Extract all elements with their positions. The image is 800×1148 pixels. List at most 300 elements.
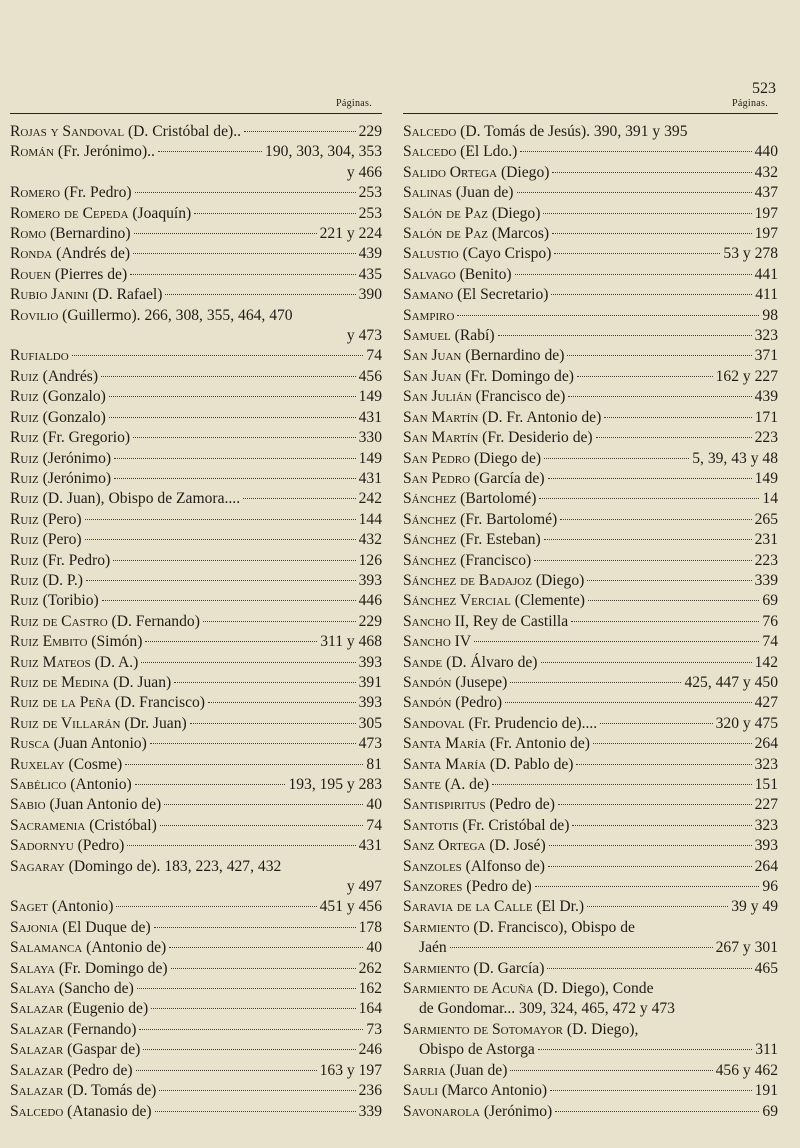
entry-name: Ruiz Embito bbox=[10, 633, 88, 651]
index-entry bbox=[10, 734, 382, 754]
entry-detail: (Atanasio de) bbox=[63, 1102, 152, 1120]
entry-label bbox=[10, 183, 132, 203]
index-entry bbox=[10, 489, 382, 509]
entry-label bbox=[403, 367, 574, 387]
entry-pages: 96 bbox=[762, 878, 778, 896]
entry-name: Sabélico bbox=[10, 776, 67, 793]
index-entry bbox=[403, 530, 778, 550]
entry-label bbox=[10, 979, 134, 999]
entry-label bbox=[10, 428, 130, 448]
index-entry bbox=[403, 265, 778, 285]
index-entry bbox=[403, 163, 778, 183]
index-entry bbox=[10, 306, 382, 347]
entry-pages: 197 bbox=[754, 204, 778, 222]
entry-continuation-text: de Gondomar... 309, 324, 465, 472 y 473 bbox=[419, 1000, 675, 1018]
index-entry bbox=[10, 775, 382, 795]
index-entry bbox=[403, 1102, 778, 1122]
entry-pages: 393 bbox=[358, 694, 382, 712]
entry-name: Salón de Paz bbox=[403, 204, 489, 222]
index-entry bbox=[10, 449, 382, 469]
entry-detail: (Simón) bbox=[87, 633, 143, 651]
entry-label bbox=[403, 244, 551, 264]
index-entry bbox=[10, 244, 382, 264]
entry-pages: 69 bbox=[762, 1102, 778, 1120]
entry-label bbox=[403, 653, 538, 673]
entry-name: Ruiz bbox=[10, 408, 39, 426]
entry-pages: 393 bbox=[754, 837, 778, 855]
entry-name: Sánchez bbox=[403, 551, 457, 569]
entry-pages: 81 bbox=[366, 755, 382, 773]
entry-label bbox=[403, 1020, 638, 1040]
index-entry bbox=[403, 142, 778, 162]
entry-label bbox=[403, 408, 601, 428]
entry-name: Sánchez bbox=[403, 531, 457, 549]
entry-pages: 432 bbox=[754, 163, 778, 181]
entry-pages: 439 bbox=[358, 245, 382, 263]
entry-detail: (D. Álvaro de) bbox=[442, 653, 538, 671]
entry-name: San Pedro bbox=[403, 449, 471, 467]
entry-label bbox=[10, 755, 122, 775]
entry-label bbox=[403, 1102, 552, 1122]
entry-detail: (D. Tomás de) bbox=[63, 1082, 157, 1100]
entry-name: Romero de Cepeda bbox=[10, 204, 129, 222]
entry-pages: 339 bbox=[754, 571, 778, 589]
entry-pages: 149 bbox=[754, 469, 778, 487]
entry-label bbox=[10, 449, 111, 469]
index-entry bbox=[10, 1081, 382, 1101]
index-entry bbox=[10, 346, 382, 366]
entry-label bbox=[10, 795, 161, 815]
entry-name: Sabio bbox=[10, 796, 46, 814]
index-entry bbox=[403, 918, 778, 959]
entry-name: Sánchez bbox=[403, 490, 457, 508]
entry-name: Sande bbox=[403, 653, 443, 671]
index-entry bbox=[10, 714, 382, 734]
entry-label bbox=[10, 591, 99, 611]
entry-name: Rouen bbox=[10, 265, 51, 283]
entry-label bbox=[403, 326, 495, 346]
dot-leader bbox=[520, 151, 751, 152]
entry-label bbox=[10, 469, 111, 489]
entry-label bbox=[403, 489, 536, 509]
entry-label bbox=[403, 877, 532, 897]
entry-detail: (El Secretario) bbox=[453, 286, 549, 304]
entry-name: Ruiz de Villarán bbox=[10, 714, 121, 732]
dot-leader bbox=[154, 927, 356, 928]
entry-name: Santa María bbox=[403, 755, 486, 773]
dot-leader bbox=[555, 1111, 759, 1112]
dot-leader bbox=[139, 1029, 363, 1030]
entry-pages-continued: y 473 bbox=[346, 327, 382, 345]
entry-pages: 441 bbox=[754, 265, 778, 283]
entry-label bbox=[403, 979, 654, 999]
entry-label bbox=[10, 204, 191, 224]
entry-name: Ruiz bbox=[10, 551, 39, 569]
dot-leader bbox=[127, 845, 355, 846]
entry-pages: 323 bbox=[754, 755, 778, 773]
entry-detail: (Benito) bbox=[455, 265, 512, 283]
entry-pages: 264 bbox=[754, 857, 778, 875]
dot-leader bbox=[539, 498, 759, 499]
entry-label bbox=[403, 285, 548, 305]
entry-pages: 311 y 468 bbox=[320, 633, 382, 651]
entry-detail: (Cristóbal) bbox=[85, 816, 157, 834]
index-entry bbox=[403, 1020, 778, 1061]
entry-detail: (Fr. Esteban) bbox=[456, 531, 541, 549]
entry-label bbox=[403, 571, 584, 591]
index-entry bbox=[10, 142, 382, 183]
entry-pages: 439 bbox=[754, 388, 778, 406]
dot-leader bbox=[548, 866, 752, 867]
entry-detail: (Francisco de) bbox=[471, 388, 566, 406]
dot-leader bbox=[534, 560, 751, 561]
entry-detail: (Fernando) bbox=[63, 1020, 137, 1038]
entry-pages: 473 bbox=[358, 735, 382, 753]
dot-leader bbox=[116, 906, 316, 907]
entry-detail: (Diego) bbox=[531, 571, 585, 589]
entry-pages: 446 bbox=[358, 592, 382, 610]
entry-label bbox=[10, 693, 205, 713]
entry-pages: 98 bbox=[762, 306, 778, 324]
entry-detail: (Rabí) bbox=[450, 327, 495, 345]
index-entry bbox=[403, 510, 778, 530]
entry-name: San Julián bbox=[403, 388, 472, 406]
entry-pages: 74 bbox=[762, 633, 778, 651]
entry-pages: 465 bbox=[754, 959, 778, 977]
dot-leader bbox=[552, 172, 751, 173]
entry-pages: 323 bbox=[754, 327, 778, 345]
index-entry bbox=[403, 1061, 778, 1081]
entry-pages: 76 bbox=[762, 612, 778, 630]
dot-leader bbox=[517, 192, 752, 193]
entry-name: Ruiz bbox=[10, 531, 39, 549]
entry-pages: 197 bbox=[754, 225, 778, 243]
entry-label bbox=[10, 918, 151, 938]
entry-name: San Pedro bbox=[403, 469, 471, 487]
entry-name: Salazar bbox=[10, 1061, 64, 1079]
entry-pages: 164 bbox=[358, 1000, 382, 1018]
dot-leader bbox=[498, 335, 752, 336]
dot-leader bbox=[165, 294, 355, 295]
entry-label bbox=[403, 612, 568, 632]
entry-pages: 69 bbox=[762, 592, 778, 610]
entry-label bbox=[10, 999, 148, 1019]
entry-detail: (Pedro) bbox=[451, 694, 503, 712]
entry-pages: 231 bbox=[754, 531, 778, 549]
dot-leader bbox=[600, 723, 712, 724]
entry-detail: (Fr. Prudencio de).... bbox=[464, 714, 598, 732]
entry-name: Salón de Paz bbox=[403, 225, 489, 243]
index-entry bbox=[403, 755, 778, 775]
index-entry bbox=[403, 224, 778, 244]
index-entry bbox=[10, 938, 382, 958]
entry-label bbox=[10, 408, 106, 428]
entry-pages: 74 bbox=[366, 347, 382, 365]
index-entry bbox=[403, 122, 778, 142]
entry-detail: (Diego) bbox=[488, 204, 541, 222]
index-entry bbox=[10, 285, 382, 305]
entry-name: Sarmiento bbox=[403, 918, 470, 936]
entry-pages: 162 bbox=[358, 980, 382, 998]
entry-name: Ronda bbox=[10, 245, 53, 263]
entry-detail: (Toribio) bbox=[38, 592, 99, 610]
entry-detail: (D. Tomás de Jesús). 390, 391 y 395 bbox=[456, 123, 688, 140]
entry-name: Rufialdo bbox=[10, 347, 69, 365]
entry-label bbox=[403, 632, 471, 652]
entry-name: Saravia de la Calle bbox=[403, 898, 533, 916]
index-entry bbox=[403, 734, 778, 754]
entry-label bbox=[403, 1081, 547, 1101]
dot-leader bbox=[190, 723, 356, 724]
entry-name: Sandoval bbox=[403, 714, 465, 732]
entry-name: Sanzores bbox=[403, 878, 463, 896]
entry-detail: (Bernardino) bbox=[46, 225, 131, 243]
entry-name: Salamanca bbox=[10, 939, 83, 957]
entry-detail: (Cosme) bbox=[64, 755, 123, 773]
dot-leader bbox=[515, 274, 752, 275]
dot-leader bbox=[505, 702, 752, 703]
entry-label bbox=[403, 469, 545, 489]
entry-label bbox=[403, 122, 688, 142]
index-entry bbox=[10, 836, 382, 856]
index-entry bbox=[10, 204, 382, 224]
entry-label bbox=[403, 918, 635, 938]
entry-name: Salido Ortega bbox=[403, 163, 498, 181]
entry-detail: (Diego) bbox=[497, 163, 550, 181]
index-entry bbox=[403, 408, 778, 428]
entry-label bbox=[10, 265, 127, 285]
entry-name: Santotis bbox=[403, 816, 459, 834]
entry-label bbox=[403, 897, 584, 917]
left-entries-list bbox=[10, 122, 382, 1122]
entry-name: Rojas y Sandoval bbox=[10, 123, 125, 140]
entry-pages: 253 bbox=[358, 184, 382, 202]
dot-leader bbox=[551, 294, 752, 295]
index-entry bbox=[403, 897, 778, 917]
dot-leader bbox=[571, 621, 759, 622]
entry-name: Ruiz bbox=[10, 571, 39, 589]
right-column bbox=[403, 98, 778, 1122]
dot-leader bbox=[538, 1049, 752, 1050]
entry-pages: 40 bbox=[366, 939, 382, 957]
dot-leader bbox=[544, 458, 689, 459]
dot-leader bbox=[547, 968, 751, 969]
entry-label bbox=[10, 612, 200, 632]
entry-pages: 393 bbox=[358, 653, 382, 671]
entry-name: Ruiz de Medina bbox=[10, 673, 110, 691]
entry-pages: 323 bbox=[754, 816, 778, 834]
index-entry bbox=[403, 326, 778, 346]
dot-leader bbox=[593, 743, 752, 744]
dot-leader bbox=[554, 253, 720, 254]
dot-leader bbox=[548, 478, 752, 479]
entry-label bbox=[403, 775, 489, 795]
index-entry bbox=[10, 1061, 382, 1081]
entry-name: Román bbox=[10, 143, 55, 161]
entry-detail: (Juan Antonio) bbox=[49, 735, 147, 753]
entry-label bbox=[10, 673, 171, 693]
entry-detail: (D. Francisco) bbox=[111, 694, 205, 712]
entry-detail: (Gonzalo) bbox=[38, 388, 106, 406]
entry-name: Sancho IV bbox=[403, 633, 472, 651]
index-entry bbox=[403, 469, 778, 489]
entry-pages: 390 bbox=[358, 286, 382, 304]
entry-continuation bbox=[403, 1040, 778, 1060]
entry-pages: 39 y 49 bbox=[731, 898, 778, 916]
index-entry bbox=[10, 571, 382, 591]
entry-name: Sadornyu bbox=[10, 837, 74, 855]
entry-pages: 330 bbox=[358, 429, 382, 447]
dot-leader bbox=[604, 417, 751, 418]
entry-detail: (D. Fr. Antonio de) bbox=[478, 408, 602, 426]
index-entry bbox=[10, 795, 382, 815]
index-entry bbox=[403, 591, 778, 611]
dot-leader bbox=[550, 1090, 752, 1091]
index-entry bbox=[10, 653, 382, 673]
entry-pages: 236 bbox=[358, 1082, 382, 1100]
dot-leader bbox=[72, 355, 364, 356]
entry-detail: (Jerónimo) bbox=[38, 469, 112, 487]
entry-detail: (Dr. Juan) bbox=[120, 714, 187, 732]
entry-name: Sancho II, bbox=[403, 612, 469, 630]
entry-label bbox=[10, 571, 83, 591]
entry-name: Sanzoles bbox=[403, 857, 462, 875]
left-column bbox=[10, 98, 382, 1122]
dot-leader bbox=[243, 498, 356, 499]
entry-name: Sanz Ortega bbox=[403, 837, 486, 855]
entry-label bbox=[10, 1061, 133, 1081]
entry-label bbox=[403, 959, 544, 979]
entry-pages: 221 y 224 bbox=[319, 225, 382, 243]
entry-pages: 193, 195 y 283 bbox=[288, 776, 382, 793]
entry-pages: 178 bbox=[358, 918, 382, 936]
entry-label bbox=[10, 1040, 140, 1060]
entry-pages: 311 bbox=[755, 1041, 778, 1059]
dot-leader bbox=[133, 253, 355, 254]
entry-name: San Juan bbox=[403, 367, 462, 385]
index-entry bbox=[10, 387, 382, 407]
dot-leader bbox=[114, 458, 356, 459]
dot-leader bbox=[208, 702, 356, 703]
index-entry bbox=[10, 591, 382, 611]
entry-label bbox=[10, 959, 168, 979]
index-entry bbox=[10, 693, 382, 713]
entry-name: Ruiz bbox=[10, 449, 39, 467]
entry-name: Sacramenia bbox=[10, 816, 86, 834]
entry-label bbox=[10, 857, 281, 877]
entry-name: Salvago bbox=[403, 265, 456, 283]
entry-detail: (Gonzalo) bbox=[38, 408, 106, 426]
entry-detail: (Fr. Pedro) bbox=[38, 551, 111, 569]
dot-leader bbox=[572, 825, 751, 826]
index-entry bbox=[403, 775, 778, 795]
entry-detail: (Pedro) bbox=[73, 837, 125, 855]
index-entry bbox=[403, 285, 778, 305]
entry-pages: 74 bbox=[366, 816, 382, 834]
entry-name: Ruiz bbox=[10, 510, 39, 528]
entry-pages: 393 bbox=[358, 571, 382, 589]
index-entry bbox=[403, 714, 778, 734]
entry-pages: 456 y 462 bbox=[715, 1061, 778, 1079]
entry-pages-continued: y 466 bbox=[346, 163, 382, 181]
index-entry bbox=[10, 224, 382, 244]
entry-name: Sampiro bbox=[403, 306, 455, 324]
entry-pages: 149 bbox=[358, 388, 382, 406]
dot-leader bbox=[587, 580, 751, 581]
entry-pages: 432 bbox=[358, 531, 382, 549]
entry-name: Sánchez bbox=[403, 510, 457, 528]
entry-detail: (Marcos) bbox=[488, 225, 550, 243]
entry-name: Salcedo bbox=[10, 1102, 64, 1120]
entry-name: Ruiz de Castro bbox=[10, 612, 108, 630]
entry-label bbox=[10, 142, 155, 162]
entry-detail: (D. A.) bbox=[90, 653, 139, 671]
entry-pages: 53 y 278 bbox=[723, 245, 778, 263]
entry-detail: (Fr. Pedro) bbox=[60, 184, 132, 202]
entry-detail: (Jusepe) bbox=[451, 673, 508, 691]
entry-name: Salcedo bbox=[403, 143, 457, 161]
entry-detail: (Clemente) bbox=[510, 592, 585, 610]
entry-label bbox=[10, 836, 124, 856]
dot-leader bbox=[577, 376, 713, 377]
entry-detail: (Fr. Domingo de) bbox=[461, 367, 574, 385]
entry-detail: (Pedro de) bbox=[462, 878, 532, 896]
entry-pages: 73 bbox=[366, 1020, 382, 1038]
index-entry bbox=[10, 265, 382, 285]
entry-detail: (Fr. Antonio de) bbox=[486, 735, 590, 753]
entry-label bbox=[403, 734, 590, 754]
entry-detail: (Juan Antonio de) bbox=[45, 796, 162, 814]
index-entry bbox=[403, 449, 778, 469]
dot-leader bbox=[101, 376, 356, 377]
entry-label bbox=[403, 346, 564, 366]
entry-name: Salazar bbox=[10, 1000, 64, 1018]
dot-leader bbox=[174, 682, 355, 683]
index-entry bbox=[10, 408, 382, 428]
dot-leader bbox=[135, 192, 356, 193]
entry-pages: 242 bbox=[358, 490, 382, 508]
entry-detail: (Juan de) bbox=[445, 1061, 508, 1079]
entry-detail: (Gaspar de) bbox=[63, 1041, 141, 1059]
entry-pages: 40 bbox=[366, 796, 382, 814]
entry-detail: (El Duque de) bbox=[58, 918, 151, 936]
index-entry bbox=[10, 755, 382, 775]
entry-detail: (Pero) bbox=[38, 510, 82, 528]
entry-name: Sandón bbox=[403, 673, 452, 691]
dot-leader bbox=[130, 274, 355, 275]
entry-name: Santispiritus bbox=[403, 796, 486, 814]
entry-label bbox=[10, 938, 166, 958]
entry-label bbox=[10, 346, 69, 366]
dot-leader bbox=[109, 417, 356, 418]
entry-continuation bbox=[403, 999, 778, 1019]
entry-label bbox=[403, 816, 569, 836]
entry-label bbox=[10, 387, 106, 407]
entry-pages: 14 bbox=[762, 490, 778, 508]
entry-label bbox=[403, 1061, 507, 1081]
entry-detail: (Pedro de) bbox=[63, 1061, 133, 1079]
index-entry bbox=[403, 306, 778, 326]
dot-leader bbox=[510, 682, 681, 683]
index-entry bbox=[403, 816, 778, 836]
entry-name: Salazar bbox=[10, 1041, 64, 1059]
entry-name: Savonarola bbox=[403, 1102, 480, 1120]
entry-detail: (Jerónimo) bbox=[479, 1102, 553, 1120]
dot-leader bbox=[544, 539, 752, 540]
entry-label bbox=[403, 755, 573, 775]
dot-leader bbox=[133, 437, 355, 438]
entry-label bbox=[403, 163, 549, 183]
